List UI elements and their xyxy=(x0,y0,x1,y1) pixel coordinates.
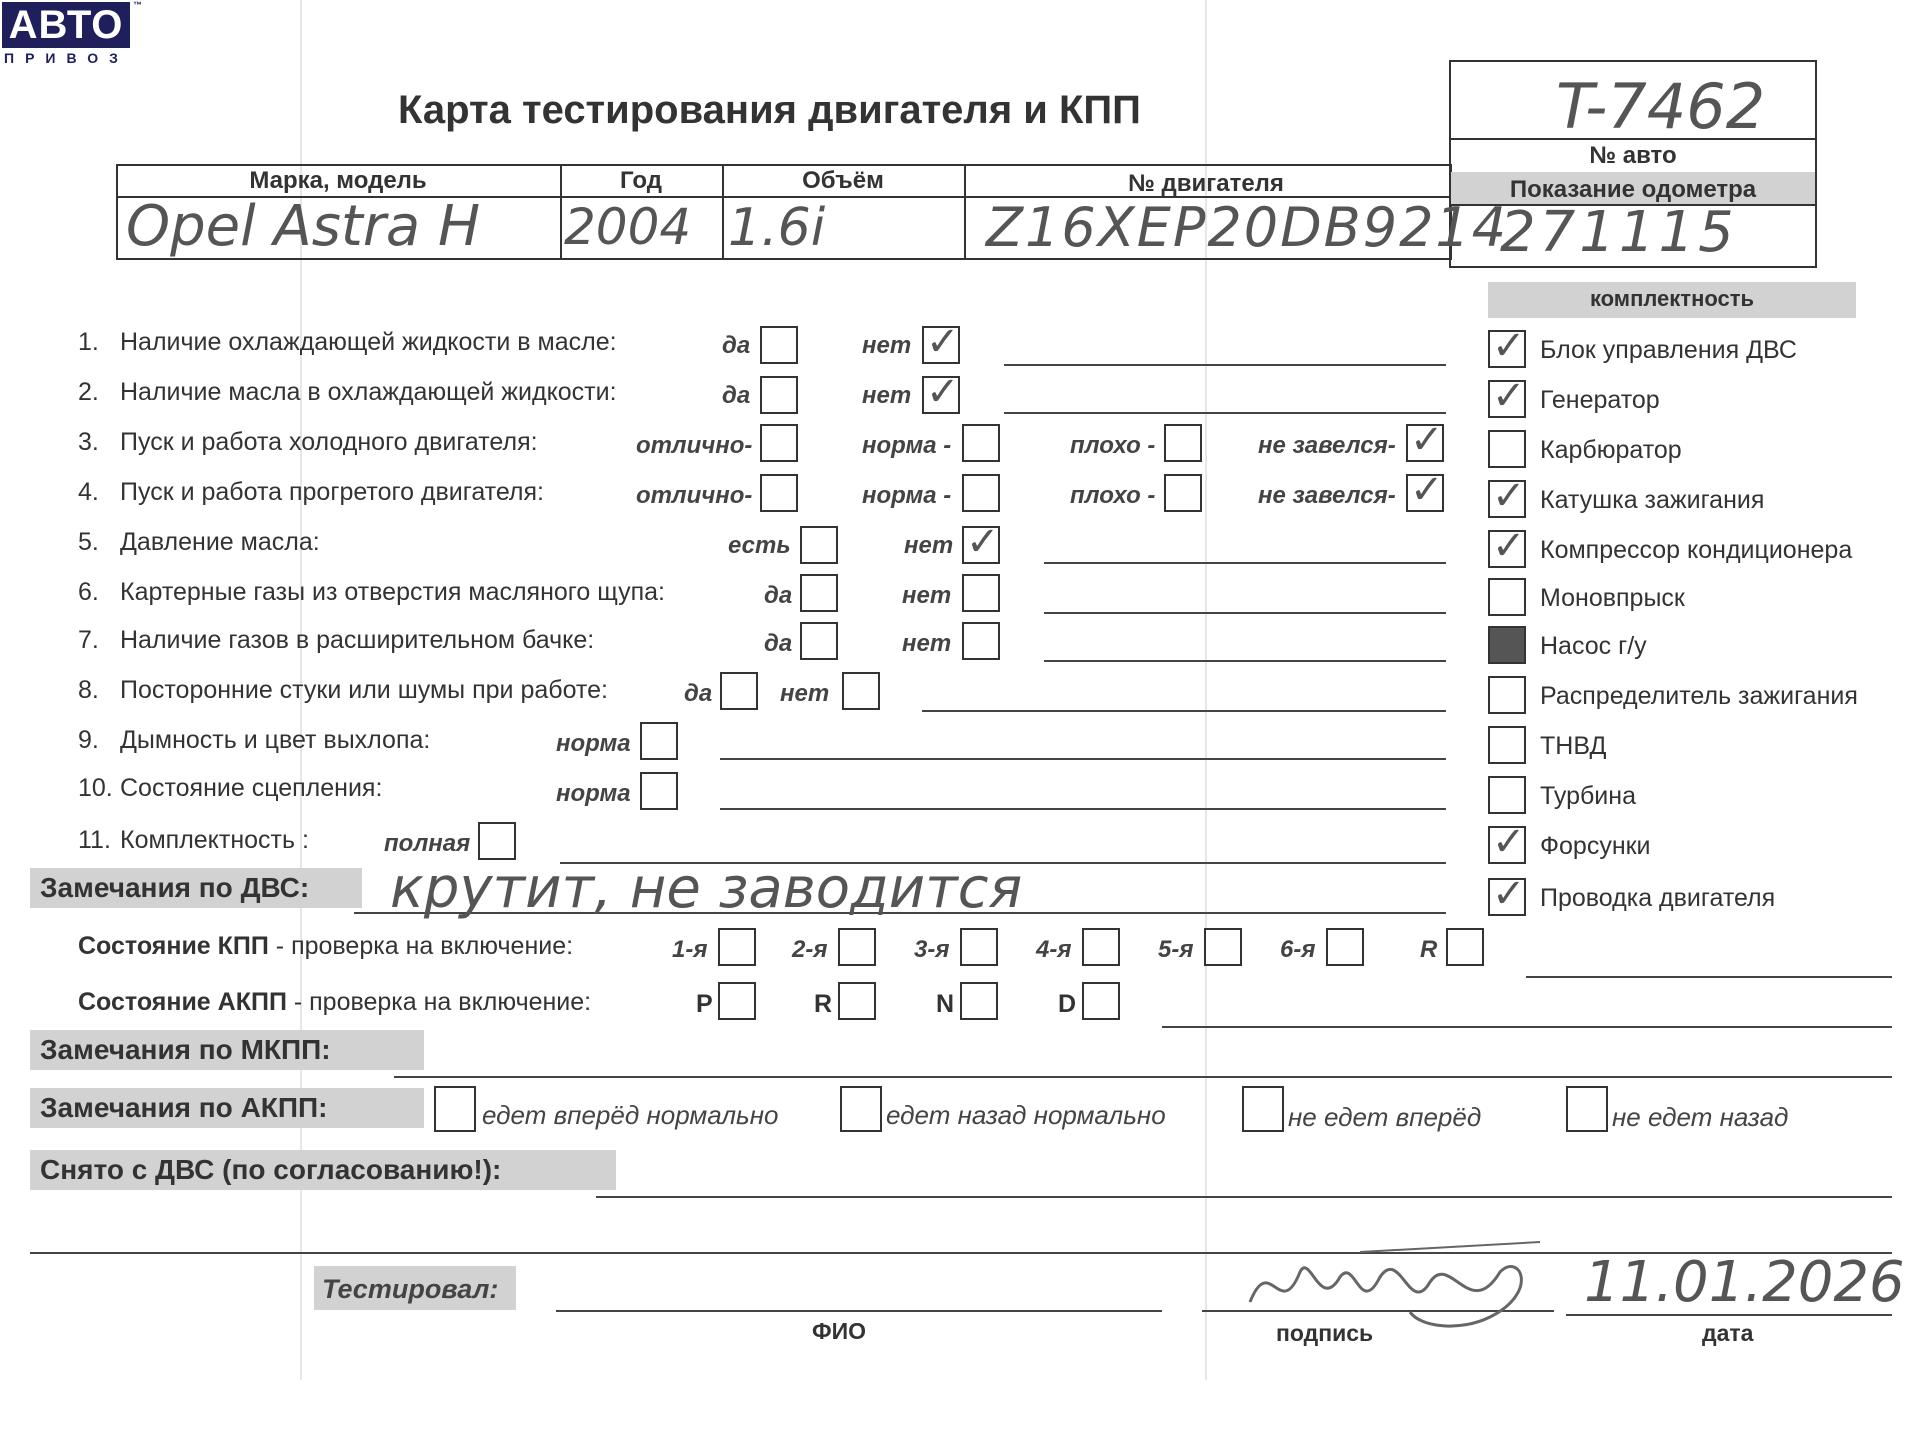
kit-item-power-steering-pump: Насос г/у xyxy=(1540,632,1647,660)
q10-notes-line[interactable] xyxy=(720,808,1446,810)
removed-line[interactable] xyxy=(596,1196,1892,1198)
akpp-reverse-ok-checkbox[interactable] xyxy=(840,1086,882,1132)
question-8-text: Посторонние стуки или шумы при работе: xyxy=(120,676,608,704)
kit-checkbox-ac-compressor[interactable] xyxy=(1488,523,1526,569)
q4-no-start-checkbox[interactable] xyxy=(1406,467,1444,513)
header-odometer: Показание одометра xyxy=(1509,176,1757,203)
header-year: Год xyxy=(620,167,662,194)
question-7-text: Наличие газов в расширительном бачке: xyxy=(120,626,595,654)
q2-notes-line[interactable] xyxy=(1004,412,1446,414)
kpp-gear-r: R xyxy=(1420,936,1438,963)
question-11-text: Комплектность : xyxy=(120,826,309,854)
logo-tm: ™ xyxy=(133,0,142,10)
kpp-gear-2-checkbox[interactable] xyxy=(838,928,876,966)
akpp-label-rest: - проверка на включение: xyxy=(286,988,592,1016)
q5-notes-line[interactable] xyxy=(1044,562,1446,564)
question-4-text: Пуск и работа прогретого двигателя: xyxy=(120,478,544,506)
remarks-akpp-label: Замечания по АКПП: xyxy=(30,1088,424,1128)
logo-sub: ПРИВОЗ xyxy=(4,50,129,66)
kit-checkbox-carburetor[interactable] xyxy=(1488,430,1526,468)
question-1-num: 1. xyxy=(78,328,99,356)
akpp-notes-line[interactable] xyxy=(1162,1026,1892,1028)
q3-opt-normal: норма - xyxy=(862,432,952,459)
akpp-mode-d-checkbox[interactable] xyxy=(1082,982,1120,1020)
kpp-gear-3: 3-я xyxy=(914,936,950,963)
signature-icon xyxy=(1240,1232,1580,1362)
q6-opt-no: нет xyxy=(902,582,952,609)
tested-label: Тестировал: xyxy=(322,1274,499,1304)
q10-opt-normal: норма xyxy=(556,780,631,807)
q5-yes-checkbox[interactable] xyxy=(800,526,838,564)
q4-excellent-checkbox[interactable] xyxy=(760,474,798,512)
q5-no-checkbox[interactable] xyxy=(962,519,1000,565)
question-10-text: Состояние сцепления: xyxy=(120,774,383,802)
question-3-text: Пуск и работа холодного двигателя: xyxy=(120,428,538,456)
volume-value: 1.6i xyxy=(728,198,826,258)
q1-yes-checkbox[interactable] xyxy=(760,326,798,364)
q11-full-checkbox[interactable] xyxy=(478,822,516,860)
remarks-dvs-value: крутит, не заводится xyxy=(390,856,1023,921)
q2-no-checkbox[interactable] xyxy=(922,369,960,415)
question-4-num: 4. xyxy=(78,478,99,506)
check-mark-icon: ✓ xyxy=(1492,373,1526,419)
kpp-label xyxy=(78,932,573,961)
q8-yes-checkbox[interactable] xyxy=(720,672,758,710)
q1-opt-no: нет xyxy=(862,332,912,359)
kit-checkbox-ignition-coil[interactable] xyxy=(1488,473,1526,519)
fio-label: ФИО xyxy=(812,1318,867,1344)
q3-normal-checkbox[interactable] xyxy=(962,424,1000,462)
question-5-num: 5. xyxy=(78,528,99,556)
q3-excellent-checkbox[interactable] xyxy=(760,424,798,462)
akpp-no-forward: не едет вперёд xyxy=(1288,1102,1482,1132)
kpp-notes-line[interactable] xyxy=(1526,976,1892,978)
kit-checkbox-generator[interactable] xyxy=(1488,373,1526,419)
q3-bad-checkbox[interactable] xyxy=(1164,424,1202,462)
akpp-reverse-ok: едет назад нормально xyxy=(886,1100,1166,1130)
akpp-forward-ok-checkbox[interactable] xyxy=(434,1086,476,1132)
logo xyxy=(0,0,140,70)
q10-normal-checkbox[interactable] xyxy=(640,772,678,810)
kit-checkbox-mono-injection[interactable] xyxy=(1488,578,1526,616)
kit-checkbox-ecu[interactable] xyxy=(1488,323,1526,369)
akpp-no-forward-checkbox[interactable] xyxy=(1242,1086,1284,1132)
q1-notes-line[interactable] xyxy=(1004,364,1446,366)
q1-opt-yes: да xyxy=(722,332,751,359)
signature-label: подпись xyxy=(1276,1320,1374,1346)
header-engine-no: № двигателя xyxy=(1128,170,1284,197)
q8-notes-line[interactable] xyxy=(922,710,1446,712)
kit-item-mono-injection: Моновпрыск xyxy=(1540,584,1685,612)
header-auto-no: № авто xyxy=(1589,142,1677,169)
question-2-num: 2. xyxy=(78,378,99,406)
q4-opt-normal: норма - xyxy=(862,482,952,509)
q11-opt-full: полная xyxy=(384,830,471,857)
akpp-label xyxy=(78,988,591,1017)
kit-item-ecu: Блок управления ДВС xyxy=(1540,336,1797,364)
kpp-gear-6-checkbox[interactable] xyxy=(1326,928,1364,966)
akpp-no-reverse: не едет назад xyxy=(1612,1102,1789,1132)
kpp-gear-2: 2-я xyxy=(792,936,828,963)
q8-no-checkbox[interactable] xyxy=(842,672,880,710)
page-title: Карта тестирования двигателя и КПП xyxy=(398,88,1141,132)
kpp-gear-5-checkbox[interactable] xyxy=(1204,928,1242,966)
question-6-text: Картерные газы из отверстия масляного щупа: xyxy=(120,578,665,606)
kit-item-distributor: Распределитель зажигания xyxy=(1540,682,1858,710)
q7-opt-no: нет xyxy=(902,630,952,657)
akpp-mode-p: P xyxy=(696,990,713,1018)
check-mark-icon: ✓ xyxy=(1410,467,1444,513)
check-mark-icon: ✓ xyxy=(926,369,960,415)
question-9-num: 9. xyxy=(78,726,99,754)
kpp-gear-6: 6-я xyxy=(1280,936,1316,963)
check-mark-icon: ✓ xyxy=(926,319,960,365)
removed-label: Снято с ДВС (по согласованию!): xyxy=(30,1150,616,1190)
kit-title: комплектность xyxy=(1589,286,1755,311)
check-mark-icon: ✓ xyxy=(1492,473,1526,519)
q9-opt-normal: норма xyxy=(556,730,631,757)
question-11-num: 11. xyxy=(78,826,111,854)
q2-yes-checkbox[interactable] xyxy=(760,376,798,414)
q7-notes-line[interactable] xyxy=(1044,660,1446,662)
akpp-forward-ok: едет вперёд нормально xyxy=(482,1100,779,1130)
question-8-num: 8. xyxy=(78,676,99,704)
kit-checkbox-injectors[interactable] xyxy=(1488,819,1526,865)
q4-bad-checkbox[interactable] xyxy=(1164,474,1202,512)
question-7-num: 7. xyxy=(78,626,99,654)
q9-normal-checkbox[interactable] xyxy=(640,722,678,760)
kit-item-ignition-coil: Катушка зажигания xyxy=(1540,486,1765,514)
check-mark-icon: ✓ xyxy=(1492,819,1526,865)
question-6-num: 6. xyxy=(78,578,99,606)
kit-item-fuel-pump: ТНВД xyxy=(1540,732,1607,760)
akpp-mode-n-checkbox[interactable] xyxy=(960,982,998,1020)
kpp-gear-1-checkbox[interactable] xyxy=(718,928,756,966)
akpp-label-bold: Состояние АКПП xyxy=(78,988,287,1016)
q2-opt-no: нет xyxy=(862,382,912,409)
kit-checkbox-distributor[interactable] xyxy=(1488,676,1526,714)
kpp-label-rest: - проверка на включение: xyxy=(268,932,574,960)
odometer-value: 271115 xyxy=(1500,200,1738,265)
q6-notes-line[interactable] xyxy=(1044,612,1446,614)
q1-no-checkbox[interactable] xyxy=(922,319,960,365)
q5-opt-no: нет xyxy=(904,532,954,559)
q4-opt-no-start: не завелся- xyxy=(1258,482,1396,509)
remarks-dvs-label: Замечания по ДВС: xyxy=(30,868,362,908)
q4-opt-bad: плохо - xyxy=(1070,482,1156,509)
kit-item-generator: Генератор xyxy=(1540,386,1660,414)
question-9-text: Дымность и цвет выхлопа: xyxy=(120,726,431,754)
kit-item-carburetor: Карбюратор xyxy=(1540,436,1682,464)
question-3-num: 3. xyxy=(78,428,99,456)
akpp-mode-r: R xyxy=(814,990,833,1018)
header-volume: Объём xyxy=(802,167,884,194)
q8-opt-yes: да xyxy=(684,680,713,707)
q3-no-start-checkbox[interactable] xyxy=(1406,417,1444,463)
kit-item-ac-compressor: Компрессор кондиционера xyxy=(1540,536,1853,564)
q4-normal-checkbox[interactable] xyxy=(962,474,1000,512)
check-mark-icon: ✓ xyxy=(1492,323,1526,369)
akpp-mode-r-checkbox[interactable] xyxy=(838,982,876,1020)
question-10-num: 10. xyxy=(78,774,113,802)
date-label: дата xyxy=(1702,1320,1754,1346)
kit-checkbox-wiring[interactable] xyxy=(1488,871,1526,917)
check-mark-icon: ✓ xyxy=(1410,417,1444,463)
q3-opt-excellent: отлично- xyxy=(636,432,753,459)
q4-opt-excellent: отлично- xyxy=(636,482,753,509)
q7-opt-yes: да xyxy=(764,630,793,657)
kit-item-injectors: Форсунки xyxy=(1540,832,1651,860)
remarks-mkpp-line[interactable] xyxy=(394,1076,1892,1078)
question-1-text: Наличие охлаждающей жидкости в масле: xyxy=(120,328,617,356)
remarks-mkpp-label: Замечания по МКПП: xyxy=(30,1030,424,1070)
q7-no-checkbox[interactable] xyxy=(962,622,1000,660)
q5-opt-yes: есть xyxy=(728,532,791,559)
header-make: Марка, модель xyxy=(249,167,427,194)
question-2-text: Наличие масла в охлаждающей жидкости: xyxy=(120,378,617,406)
kit-item-wiring: Проводка двигателя xyxy=(1540,884,1776,912)
q8-opt-no: нет xyxy=(780,680,830,707)
engine-no-value: Z16XEP20DB9214 xyxy=(986,196,1509,259)
kpp-label-bold: Состояние КПП xyxy=(78,932,269,960)
q3-opt-no-start: не завелся- xyxy=(1258,432,1396,459)
q6-opt-yes: да xyxy=(764,582,793,609)
kpp-gear-3-checkbox[interactable] xyxy=(960,928,998,966)
check-mark-icon: ✓ xyxy=(966,519,1000,565)
akpp-mode-d: D xyxy=(1058,990,1077,1018)
kit-checkbox-fuel-pump[interactable] xyxy=(1488,726,1526,764)
year-value: 2004 xyxy=(564,198,692,256)
kpp-gear-5: 5-я xyxy=(1158,936,1194,963)
q2-opt-yes: да xyxy=(722,382,751,409)
logo-main: АВТО xyxy=(2,2,130,48)
q6-yes-checkbox[interactable] xyxy=(800,574,838,612)
kit-item-turbine: Турбина xyxy=(1540,782,1636,810)
question-5-text: Давление масла: xyxy=(120,528,320,556)
q3-opt-bad: плохо - xyxy=(1070,432,1156,459)
auto-no-value: T-7462 xyxy=(1556,70,1766,143)
q7-yes-checkbox[interactable] xyxy=(800,622,838,660)
kit-checkbox-turbine[interactable] xyxy=(1488,776,1526,814)
date-value: 11.01.2026 xyxy=(1584,1250,1905,1315)
kit-checkbox-power-steering-pump[interactable] xyxy=(1488,626,1526,664)
fio-line[interactable] xyxy=(556,1310,1162,1312)
make-value: Opel Astra H xyxy=(126,194,481,259)
q6-no-checkbox[interactable] xyxy=(962,574,1000,612)
kpp-gear-r-checkbox[interactable] xyxy=(1446,928,1484,966)
kpp-gear-4: 4-я xyxy=(1036,936,1072,963)
kpp-gear-1: 1-я xyxy=(672,936,708,963)
akpp-mode-n: N xyxy=(936,990,955,1018)
akpp-no-reverse-checkbox[interactable] xyxy=(1566,1086,1608,1132)
check-mark-icon: ✓ xyxy=(1492,871,1526,917)
akpp-mode-p-checkbox[interactable] xyxy=(718,982,756,1020)
q9-notes-line[interactable] xyxy=(720,758,1446,760)
kpp-gear-4-checkbox[interactable] xyxy=(1082,928,1120,966)
check-mark-icon: ✓ xyxy=(1492,523,1526,569)
